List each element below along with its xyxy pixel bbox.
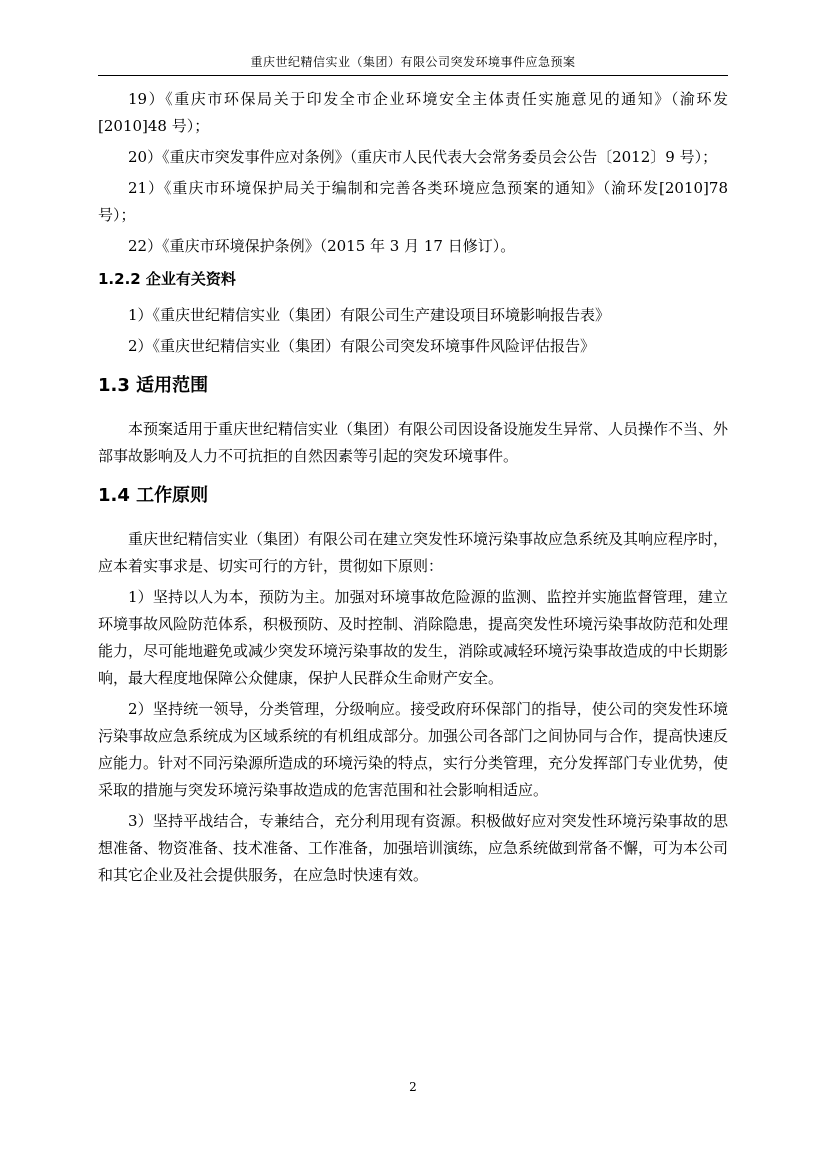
section-heading-1-3: 1.3 适用范围: [98, 375, 209, 396]
list-item-21: 21）《重庆市环境保护局关于编制和完善各类环境应急预案的通知》（渝环发[2010]78 号）；: [98, 179, 728, 224]
principles-intro: 重庆世纪精信实业（集团）有限公司在建立突发性环境污染事故应急系统及其响应程序时，应本着实事求是、切实可行的方针，贯彻如下原则：: [98, 530, 729, 575]
page-number: 2: [409, 1080, 417, 1094]
section-heading-1-4: 1.4 工作原则: [98, 485, 209, 506]
document-body: [98, 86, 728, 893]
principle-3: 3）坚持平战结合，专兼结合，充分利用现有资源。积极做好应对突发性环境污染事故的思想准备、物资准备、技术准备、工作准备，加强培训演练，应急系统做到常备不懈，可为本公司和其它企业及社会提供服务，在应急时快速有效。: [98, 812, 729, 884]
section-heading-1-2-2: 1.2.2 企业有关资料: [98, 270, 236, 288]
principle-1: 1）坚持以人为本，预防为主。加强对环境事故危险源的监测、监控并实施监督管理，建立环境事故风险防范体系，积极预防、及时控制、消除隐患，提高突发性环境污染事故防范和处理能力，尽可能地避免或减少突发环境污染事故的发生，消除或减轻环境污染事故造成的中长期影响，最大程度地保障公众健康，保护人民群众生命财产安全。: [98, 588, 729, 687]
company-doc-item-2: 2）《重庆世纪精信实业（集团）有限公司突发环境事件风险评估报告》: [128, 337, 596, 355]
principle-2: 2）坚持统一领导，分类管理，分级响应。接受政府环保部门的指导，使公司的突发性环境污染事故应急系统成为区域系统的有机组成部分。加强公司各部门之间协同与合作，提高快速反应能力。针对不同污染源所造成的环境污染的特点，实行分类管理，充分发挥部门专业优势，使采取的措施与突发环境污染事故造成的危害范围和社会影响相适应。: [98, 700, 729, 799]
list-item-20: 20）《重庆市突发事件应对条例》（重庆市人民代表大会常务委员会公告〔2012〕9 号）；: [128, 148, 718, 166]
running-header: 重庆世纪精信实业（集团）有限公司突发环境事件应急预案: [250, 55, 576, 69]
header-divider: [98, 75, 728, 76]
list-item-22: 22）《重庆市环境保护条例》（2015 年 3 月 17 日修订）。: [128, 237, 516, 255]
scope-paragraph: 本预案适用于重庆世纪精信实业（集团）有限公司因设备设施发生异常、人员操作不当、外部事故影响及人力不可抗拒的自然因素等引起的突发环境事件。: [98, 420, 729, 465]
company-doc-item-1: 1）《重庆世纪精信实业（集团）有限公司生产建设项目环境影响报告表》: [128, 306, 611, 324]
list-item-19: 19）《重庆市环保局关于印发全市企业环境安全主体责任实施意见的通知》（渝环发[2010]48 号）；: [98, 90, 728, 135]
